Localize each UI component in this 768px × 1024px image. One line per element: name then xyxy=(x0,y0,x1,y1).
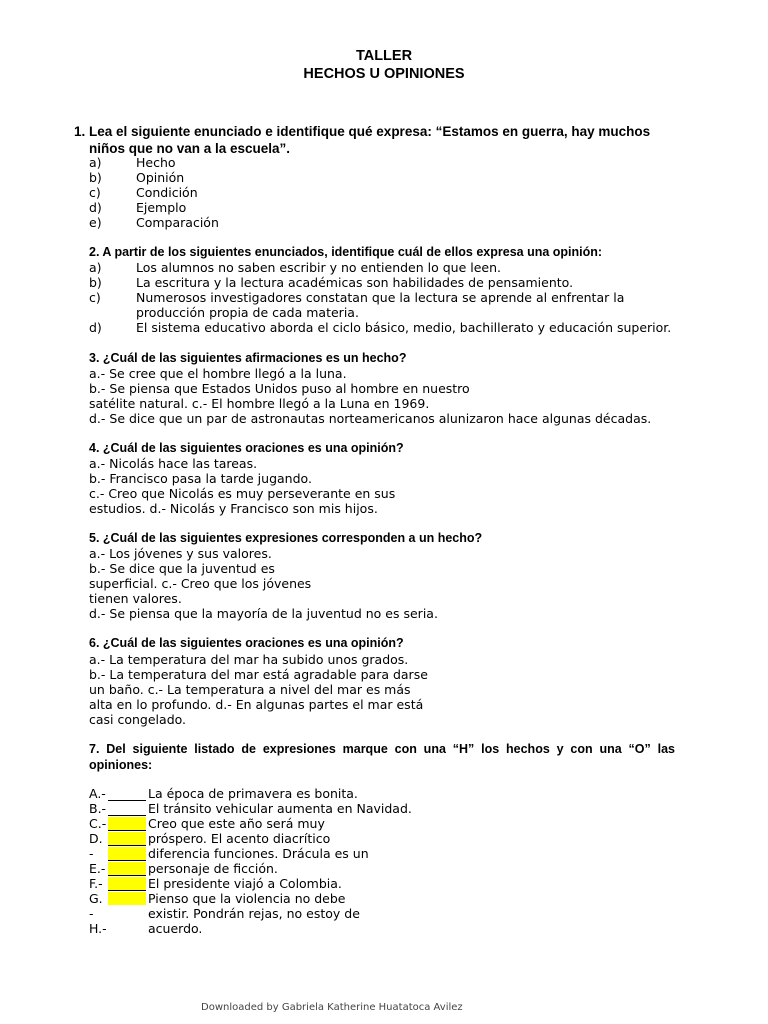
row-text: La época de primavera es bonita. xyxy=(148,786,358,801)
row-text: acuerdo. xyxy=(148,921,203,936)
row-text: Pienso que la violencia no debe xyxy=(148,891,346,906)
option-item: b) La escritura y la lectura académicas son habilidades de pensamiento. xyxy=(89,275,574,290)
row-prefix: G. xyxy=(89,891,103,906)
document-page: TALLER HECHOS U OPINIONES 1. Lea el siguiente enunciado e identifique qué expresa: “Estamos en guerra, hay muchos niños que no van a la escuela”. a) Hecho b) Opinión c) Condición d) Ejemplo e) Comparación 2. A partir de los siguientes enunciados, identifique cuál de ellos expresa una opinión: a) Los alumnos no saben escribir y no entienden lo que leen. b) La escritura y la lectura académicas son habilidades de pensamiento. c) Numerosos investigadores constatan que la lectura se aprende al enfrentar la producción propia de cada materia. d) El sistema educativo aborda el ciclo básico, medio, bachillerato y educación superior. 3. ¿Cuál de las siguientes afirmaciones es un hecho? a.- Se cree que el hombre llegó a la luna. b.- Se piensa que Estados Unidos puso al hombre en nuestro satélite natural. c.- El hombre llegó a la Luna en 1969. d.- Se dice que un par de astronautas norteamericanos alunizaron hace algunas décadas. 4. ¿Cuál de las siguientes oraciones es una opinión? a.- Nicolás hace las tareas. b.- Francisco pasa la tarde jugando. c.- Creo que Nicolás es muy perseverante en sus estudios. d.- Nicolás y Francisco son mis hijos. 5. ¿Cuál de las siguientes expresiones corresponden a un hecho? a.- Los jóvenes y sus valores. b.- Se dice que la juventud es superficial. c.- Creo que los jóvenes tienen valores. d.- Se piensa que la mayoría de la juventud no es seria. 6. ¿Cuál de las siguientes oraciones es una opinión? a.- La temperatura del mar ha subido unos grados. b.- La temperatura del mar está agradable para darse un baño. c.- La temperatura a nivel del mar es más alta en lo profundo. d.- En algunas partes el mar está casi congelado. 7. Del siguiente listado de expresiones marque con una “H” los hechos y con una “O” las opiniones: A.- La época de primavera es bonita. B.- El tránsito vehicular aumenta en Navidad. C.- Creo que este año será muy D. próspero. El acento diacrítico - diferencia funciones. Drácula es un E.- personaje de ficción. F.- El presidente viajó a Colombia. G. Pienso que la violencia no debe - existir. Pondrán rejas, no estoy de H.- acuerdo. Downloaded by Gabriela Katherine Huatatoca Avilez xyxy=(0,0,768,1024)
option-line: satélite natural. c.- El hombre llegó a la Luna en 1969. xyxy=(89,396,430,411)
document-title: TALLER xyxy=(355,48,413,64)
question-7-text: 7. Del siguiente listado de expresiones marque con una “H” los hechos y con una “O” las opiniones: xyxy=(89,742,675,772)
option-line: a.- Nicolás hace las tareas. xyxy=(89,456,258,471)
option-item: d) El sistema educativo aborda el ciclo básico, medio, bachillerato y educación superior. xyxy=(89,320,672,335)
option-line: b.- La temperatura del mar está agradable para darse xyxy=(89,667,428,682)
option-line: casi congelado. xyxy=(89,712,187,727)
answer-blank[interactable] xyxy=(108,787,146,801)
download-footer: Downloaded by Gabriela Katherine Huatatoca Avilez xyxy=(201,1002,463,1013)
option-item: a) Los alumnos no saben escribir y no entienden lo que leen. xyxy=(89,260,502,275)
question-2-options xyxy=(89,260,686,335)
row-prefix: A.- xyxy=(89,786,106,801)
answer-blank-highlighted[interactable] xyxy=(108,832,146,846)
question-1-text: Lea el siguiente enunciado e identifique qué expresa: “Estamos en guerra, hay muchos niños que no van a la escuela”. xyxy=(89,124,651,156)
row-prefix: - xyxy=(89,906,94,921)
option-line: b.- Se piensa que Estados Unidos puso al hombre en nuestro xyxy=(89,381,470,396)
row-text: próspero. El acento diacrítico xyxy=(148,831,331,846)
row-prefix: C.- xyxy=(89,816,107,831)
question-6-text: 6. ¿Cuál de las siguientes oraciones es una opinión? xyxy=(89,636,404,650)
row-prefix: - xyxy=(89,846,94,861)
row-text: Creo que este año será muy xyxy=(148,816,325,831)
row-prefix: F.- xyxy=(89,876,103,891)
row-prefix: B.- xyxy=(89,801,107,816)
row-text: existir. Pondrán rejas, no estoy de xyxy=(148,906,360,921)
row-prefix: D. xyxy=(89,831,103,846)
row-prefix: E.- xyxy=(89,861,106,876)
option-line: estudios. d.- Nicolás y Francisco son mis hijos. xyxy=(89,501,378,516)
option-line: a.- Se cree que el hombre llegó a la luna. xyxy=(89,366,347,381)
option-line: c.- Creo que Nicolás es muy perseverante en sus xyxy=(89,486,396,501)
option-line: b.- Se dice que la juventud es xyxy=(89,561,275,576)
row-prefix: H.- xyxy=(89,921,107,936)
option-item: c) Numerosos investigadores constatan que la lectura se aprende al enfrentar la producción propia de cada materia. xyxy=(89,290,625,320)
answer-blank-highlighted[interactable] xyxy=(108,892,146,905)
option-line: un baño. c.- La temperatura a nivel del mar es más xyxy=(89,682,411,697)
question-1-number: 1. xyxy=(74,124,86,139)
question-3-options xyxy=(89,366,651,426)
question-4-options xyxy=(89,456,395,516)
row-text: diferencia funciones. Drácula es un xyxy=(148,846,369,861)
question-3-text: 3. ¿Cuál de las siguientes afirmaciones es un hecho? xyxy=(89,351,407,365)
row-text: El tránsito vehicular aumenta en Navidad. xyxy=(148,801,412,816)
option-line: a.- Los jóvenes y sus valores. xyxy=(89,546,272,561)
answer-blank-highlighted[interactable] xyxy=(108,817,146,831)
option-line: d.- Se piensa que la mayoría de la juventud no es seria. xyxy=(89,606,438,621)
option-line: tienen valores. xyxy=(89,591,182,606)
question-6-options xyxy=(89,652,428,727)
question-5-options xyxy=(89,546,438,621)
document-subtitle: HECHOS U OPINIONES xyxy=(303,66,465,82)
answer-blank-highlighted[interactable] xyxy=(108,862,146,876)
option-line: alta en lo profundo. d.- En algunas partes el mar está xyxy=(89,697,424,712)
question-2-text: 2. A partir de los siguientes enunciados, identifique cuál de ellos expresa una opinión: xyxy=(89,245,603,259)
option-line: b.- Francisco pasa la tarde jugando. xyxy=(89,471,312,486)
option-line: d.- Se dice que un par de astronautas norteamericanos alunizaron hace algunas décadas. xyxy=(89,411,652,426)
option-line: a.- La temperatura del mar ha subido unos grados. xyxy=(89,652,409,667)
answer-blank[interactable] xyxy=(108,802,146,816)
answer-blank-highlighted[interactable] xyxy=(108,847,146,861)
row-text: El presidente viajó a Colombia. xyxy=(148,876,342,891)
question-4-text: 4. ¿Cuál de las siguientes oraciones es una opinión? xyxy=(89,441,404,455)
question-5-text: 5. ¿Cuál de las siguientes expresiones corresponden a un hecho? xyxy=(89,531,483,545)
answer-blank-highlighted[interactable] xyxy=(108,877,146,891)
option-line: superficial. c.- Creo que los jóvenes xyxy=(89,576,312,591)
row-text: personaje de ficción. xyxy=(148,861,278,876)
